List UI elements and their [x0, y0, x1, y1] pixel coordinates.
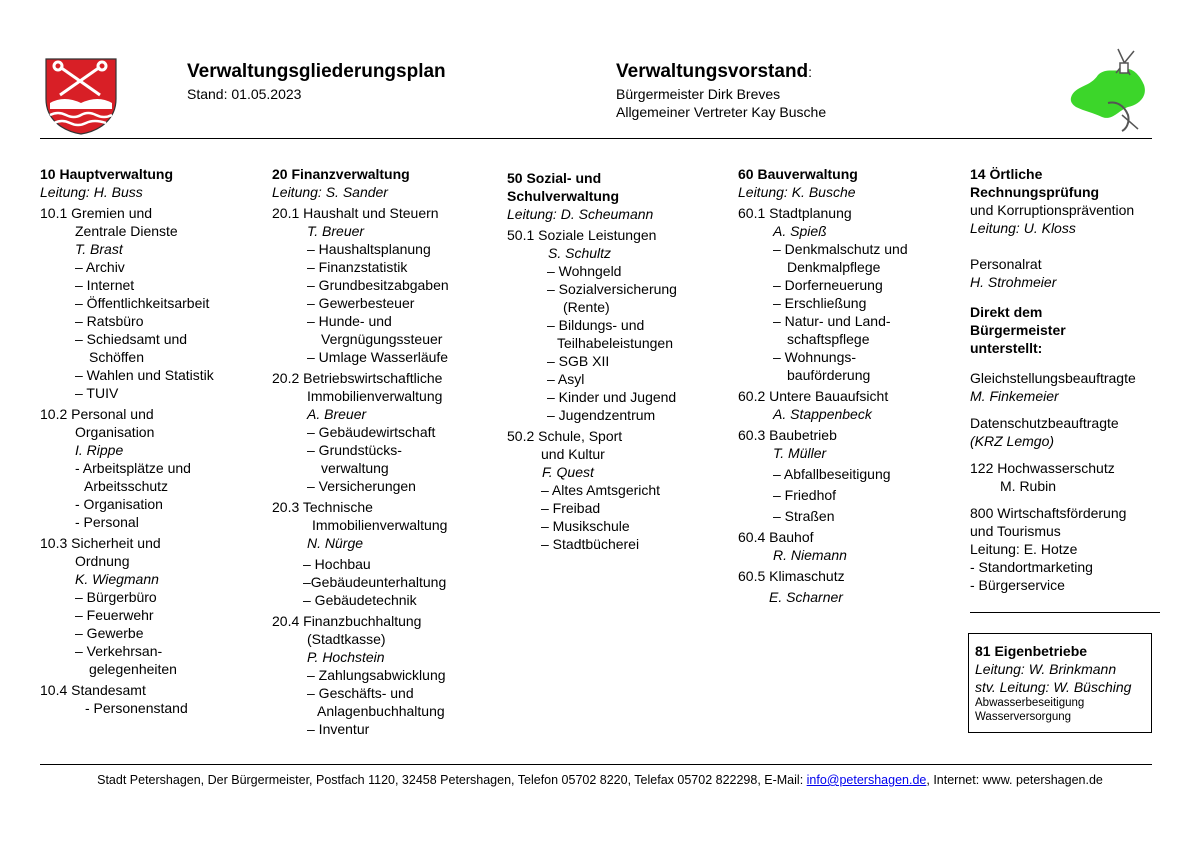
board-heading — [616, 61, 812, 83]
list-item: – Zahlungsabwicklung — [307, 667, 446, 683]
list-item: – Wahlen und Statistik — [75, 367, 214, 383]
dept-subtitle: und Korruptionsprävention — [970, 202, 1135, 218]
list-item: – Dorferneuerung — [773, 277, 883, 293]
date-stamp: Stand: 01.05.2023 — [187, 86, 302, 102]
list-item: – Ratsbüro — [75, 313, 144, 329]
section-person: K. Wiegmann — [75, 571, 159, 587]
section-person: S. Schultz — [548, 245, 612, 261]
section-person: T. Müller — [773, 445, 827, 461]
green-region-logo — [1068, 45, 1150, 133]
list-item: - Bürgerservice — [970, 577, 1065, 593]
privacy-officer-title: Datenschutzbeauftragte — [970, 415, 1119, 431]
list-item: –Gebäudeunterhaltung — [303, 574, 447, 590]
column-sozialverwaltung — [507, 169, 677, 553]
section-title: 60.3 Baubetrieb — [738, 427, 837, 443]
list-item: – Freibad — [541, 500, 601, 516]
section-title-cont: Immobilienverwaltung — [312, 517, 448, 533]
footer-text: Stadt Petershagen, Der Bürgermeister, Postfach 1120, 32458 Petershagen, Telefon 05702 8220, Telefax 05702 822298, E-Mail: — [97, 773, 807, 787]
list-item-cont: Denkmalpflege — [787, 259, 881, 275]
economic-dev-title-cont: und Tourismus — [970, 523, 1061, 539]
list-item: - Arbeitsplätze und — [75, 460, 191, 476]
section-title: 50.2 Schule, Sport — [507, 428, 623, 444]
list-item: – Gewerbesteuer — [307, 295, 415, 311]
list-item: - Personal — [75, 514, 139, 530]
list-item-cont: Vergnügungssteuer — [321, 331, 443, 347]
column-direct-units — [970, 165, 1136, 594]
dept-heading: 14 Örtliche — [970, 166, 1043, 182]
list-item: – Feuerwehr — [75, 607, 154, 623]
section-title: 20.1 Haushalt und Steuern — [272, 205, 439, 221]
section-person: N. Nürge — [307, 535, 364, 551]
eigenbetriebe-box — [968, 633, 1152, 733]
section-person: P. Hochstein — [307, 649, 385, 665]
list-item: – Wohnungs- — [773, 349, 857, 365]
dept-heading: 50 Sozial- und — [507, 170, 602, 186]
dept-heading: 20 Finanzverwaltung — [272, 166, 410, 182]
section-title: 20.2 Betriebswirtschaftliche — [272, 370, 443, 386]
direct-heading-cont: Bürgermeister — [970, 322, 1066, 338]
section-title: 10.1 Gremien und — [40, 205, 153, 221]
dept-lead: Leitung: U. Kloss — [970, 220, 1076, 236]
list-item: – Musikschule — [541, 518, 630, 534]
section-title: 60.2 Untere Bauaufsicht — [738, 388, 889, 404]
page-title: Verwaltungsgliederungsplan — [187, 61, 446, 82]
section-person: F. Quest — [542, 464, 594, 480]
footer-tail: , Internet: www. petershagen.de — [926, 773, 1103, 787]
column-finanzverwaltung — [272, 165, 449, 738]
list-item: – Gewerbe — [75, 625, 144, 641]
board-mayor: Bürgermeister Dirk Breves — [616, 86, 781, 102]
box-item: Abwasserbeseitigung — [975, 697, 1085, 709]
section-title-cont: Immobilienverwaltung — [307, 388, 443, 404]
council-title: Personalrat — [970, 256, 1042, 272]
council-person: H. Strohmeier — [970, 274, 1057, 290]
list-item: - Organisation — [75, 496, 163, 512]
section-title: 60.4 Bauhof — [738, 529, 814, 545]
section-person: E. Scharner — [769, 589, 843, 605]
list-item: – Asyl — [547, 371, 585, 387]
list-item: – Hochbau — [303, 556, 371, 572]
list-item: – Straßen — [773, 508, 835, 524]
list-item: – Versicherungen — [307, 478, 416, 494]
list-item: – Stadtbücherei — [541, 536, 640, 552]
list-item: – Erschließung — [773, 295, 867, 311]
section-title: 20.4 Finanzbuchhaltung — [272, 613, 422, 629]
column-bauverwaltung — [738, 165, 908, 606]
list-item: – Abfallbeseitigung — [773, 466, 891, 482]
section-person: A. Stappenbeck — [773, 406, 872, 422]
dept-heading-cont: Rechnungsprüfung — [970, 184, 1100, 200]
list-item-cont: Schöffen — [89, 349, 145, 365]
list-item-cont: (Rente) — [563, 299, 610, 315]
list-item: – Grundbesitzabgaben — [307, 277, 449, 293]
footer-email-link[interactable]: info@petershagen.de — [806, 773, 927, 787]
list-item: – Natur- und Land- — [773, 313, 891, 329]
dept-heading: 60 Bauverwaltung — [738, 166, 858, 182]
dept-lead: Leitung: K. Busche — [738, 184, 856, 200]
box-deputy: stv. Leitung: W. Büsching — [975, 679, 1132, 695]
header-divider — [40, 138, 1152, 139]
column-hauptverwaltung — [40, 165, 214, 717]
list-item-cont: schaftspflege — [787, 331, 870, 347]
list-item: – Hunde- und — [307, 313, 392, 329]
list-item: – Wohngeld — [547, 263, 622, 279]
economic-dev-lead: Leitung: E. Hotze — [970, 541, 1078, 557]
board-deputy: Allgemeiner Vertreter Kay Busche — [616, 104, 827, 120]
section-person: A. Spieß — [773, 223, 827, 239]
list-item-cont: bauförderung — [787, 367, 871, 383]
flood-protection-title: 122 Hochwasserschutz — [970, 460, 1115, 476]
list-item: – Inventur — [307, 721, 370, 737]
list-item: – Bürgerbüro — [75, 589, 157, 605]
box-heading: 81 Eigenbetriebe — [975, 643, 1088, 659]
footer — [0, 773, 1200, 787]
box-item: Wasserversorgung — [975, 711, 1072, 723]
section-title: 50.1 Soziale Leistungen — [507, 227, 657, 243]
list-item: – Archiv — [75, 259, 125, 275]
equality-officer-person: M. Finkemeier — [970, 388, 1059, 404]
footer-divider — [40, 764, 1152, 765]
list-item: – Finanzstatistik — [307, 259, 408, 275]
list-item: – Kinder und Jugend — [547, 389, 677, 405]
box-lead: Leitung: W. Brinkmann — [975, 661, 1117, 677]
list-item: – Sozialversicherung — [547, 281, 677, 297]
list-item: – Umlage Wasserläufe — [307, 349, 449, 365]
equality-officer-title: Gleichstellungsbeauftragte — [970, 370, 1136, 386]
list-item: – Friedhof — [773, 487, 837, 503]
dept-lead: Leitung: D. Scheumann — [507, 206, 654, 222]
list-item: – TUIV — [75, 385, 119, 401]
list-item: – Altes Amtsgericht — [541, 482, 661, 498]
list-item: – Geschäfts- und — [307, 685, 414, 701]
list-item: – Gebäudewirtschaft — [307, 424, 436, 440]
column5-divider — [970, 612, 1160, 613]
list-item-cont: Anlagenbuchhaltung — [317, 703, 445, 719]
dept-lead: Leitung: S. Sander — [272, 184, 388, 200]
economic-dev-title: 800 Wirtschaftsförderung — [970, 505, 1127, 521]
board-title: Verwaltungsvorstand — [616, 61, 809, 82]
direct-heading: Direkt dem — [970, 304, 1043, 320]
flood-protection-person: M. Rubin — [1000, 478, 1057, 494]
section-person: T. Breuer — [307, 223, 365, 239]
board-colon: : — [808, 64, 813, 80]
dept-heading: 10 Hauptverwaltung — [40, 166, 174, 182]
section-title: 20.3 Technische — [272, 499, 373, 515]
section-title-cont: Ordnung — [75, 553, 130, 569]
list-item: – Öffentlichkeitsarbeit — [75, 295, 210, 311]
list-item: - Standortmarketing — [970, 559, 1093, 575]
list-item: – Haushaltsplanung — [307, 241, 431, 257]
list-item: – Schiedsamt und — [75, 331, 188, 347]
list-item-cont: Teilhabeleistungen — [557, 335, 673, 351]
privacy-officer-person: (KRZ Lemgo) — [970, 433, 1055, 449]
section-person: T. Brast — [75, 241, 123, 257]
list-item: – Gebäudetechnik — [303, 592, 417, 608]
dept-heading-cont: Schulverwaltung — [507, 188, 620, 204]
list-item: – SGB XII — [547, 353, 610, 369]
list-item: – Denkmalschutz und — [773, 241, 908, 257]
city-crest-logo — [44, 57, 118, 135]
list-item-cont: gelegenheiten — [89, 661, 177, 677]
list-item-cont: verwaltung — [321, 460, 389, 476]
list-item: – Internet — [75, 277, 135, 293]
list-item: – Grundstücks- — [307, 442, 402, 458]
section-title: 10.2 Personal und — [40, 406, 154, 422]
list-item: – Bildungs- und — [547, 317, 645, 333]
section-person: R. Niemann — [773, 547, 847, 563]
section-person: I. Rippe — [75, 442, 124, 458]
section-title-cont: und Kultur — [541, 446, 605, 462]
section-title: 60.1 Stadtplanung — [738, 205, 852, 221]
section-title: 60.5 Klimaschutz — [738, 568, 845, 584]
section-title-cont: Organisation — [75, 424, 155, 440]
list-item-cont: Arbeitsschutz — [84, 478, 169, 494]
list-item: - Personenstand — [85, 700, 188, 716]
section-title-cont: (Stadtkasse) — [307, 631, 386, 647]
list-item: – Verkehrsan- — [75, 643, 163, 659]
dept-lead: Leitung: H. Buss — [40, 184, 143, 200]
section-person: A. Breuer — [307, 406, 367, 422]
section-title-cont: Zentrale Dienste — [75, 223, 178, 239]
section-title: 10.4 Standesamt — [40, 682, 146, 698]
section-title: 10.3 Sicherheit und — [40, 535, 161, 551]
direct-heading-cont: unterstellt: — [970, 340, 1043, 356]
list-item: – Jugendzentrum — [547, 407, 656, 423]
